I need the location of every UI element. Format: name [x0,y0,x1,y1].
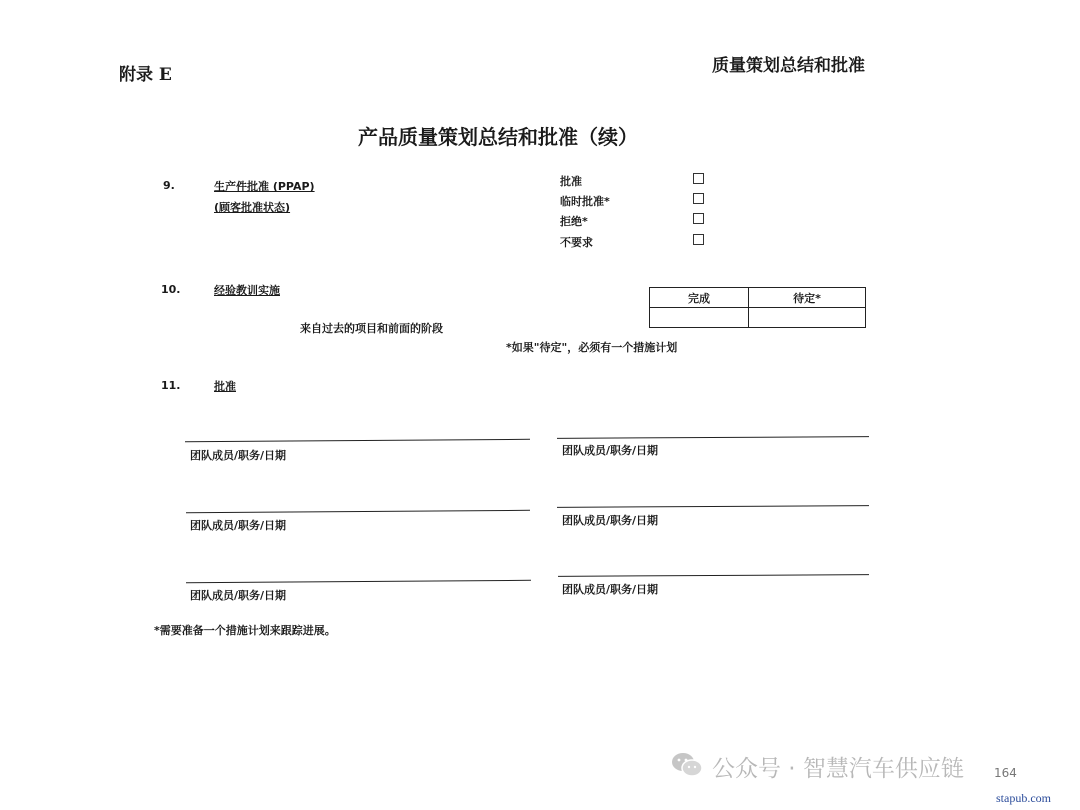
item11-label: 批准 [214,380,236,393]
signature-line[interactable] [557,436,869,439]
signature-label: 团队成员/职务/日期 [562,583,659,596]
option-approved-label: 批准 [560,175,582,188]
option-rejected-checkbox[interactable] [693,213,704,224]
option-approved-checkbox[interactable] [693,173,704,184]
signature-label: 团队成员/职务/日期 [562,444,659,457]
signature-line[interactable] [186,510,530,513]
page-title: 产品质量策划总结和批准（续） [358,125,638,149]
item9-label: 生产件批准 (PPAP) [214,180,315,193]
appendix-label: 附录 E [119,65,172,85]
option-temp-approved-label: 临时批准* [560,195,610,208]
header-pending: 待定* [749,288,866,308]
item10-number: 10. [161,283,181,296]
signature-line[interactable] [185,439,530,442]
item11-number: 11. [161,379,181,392]
option-temp-approved-checkbox[interactable] [693,193,704,204]
option-rejected-label: 拒绝* [560,215,588,228]
signature-label: 团队成员/职务/日期 [190,449,287,462]
item10-label: 经验教训实施 [214,284,280,297]
signature-line[interactable] [558,574,869,577]
page-number: 164 [994,766,1017,780]
signature-label: 团队成员/职务/日期 [190,519,287,532]
item10-description: 来自过去的项目和前面的阶段 [300,322,443,335]
watermark-text: 公众号 · 智慧汽车供应链 [712,756,964,782]
item9-number: 9. [163,179,175,192]
signature-line[interactable] [186,580,531,583]
wechat-icon [670,750,704,780]
site-link[interactable]: stapub.com [996,791,1051,805]
cell-pending[interactable] [749,308,866,328]
signature-label: 团队成员/职务/日期 [562,514,659,527]
item9-sublabel: (顾客批准状态) [214,201,291,214]
lessons-learned-table [649,287,866,328]
option-not-required-label: 不要求 [560,236,593,249]
signature-label: 团队成员/职务/日期 [190,589,287,602]
option-not-required-checkbox[interactable] [693,234,704,245]
signature-line[interactable] [557,505,869,508]
item10-note: *如果"待定"，必须有一个措施计划 [506,341,678,354]
footnote: *需要准备一个措施计划来跟踪进展。 [154,624,336,637]
header-complete: 完成 [650,288,749,308]
section-title: 质量策划总结和批准 [712,56,865,76]
cell-complete[interactable] [650,308,749,328]
